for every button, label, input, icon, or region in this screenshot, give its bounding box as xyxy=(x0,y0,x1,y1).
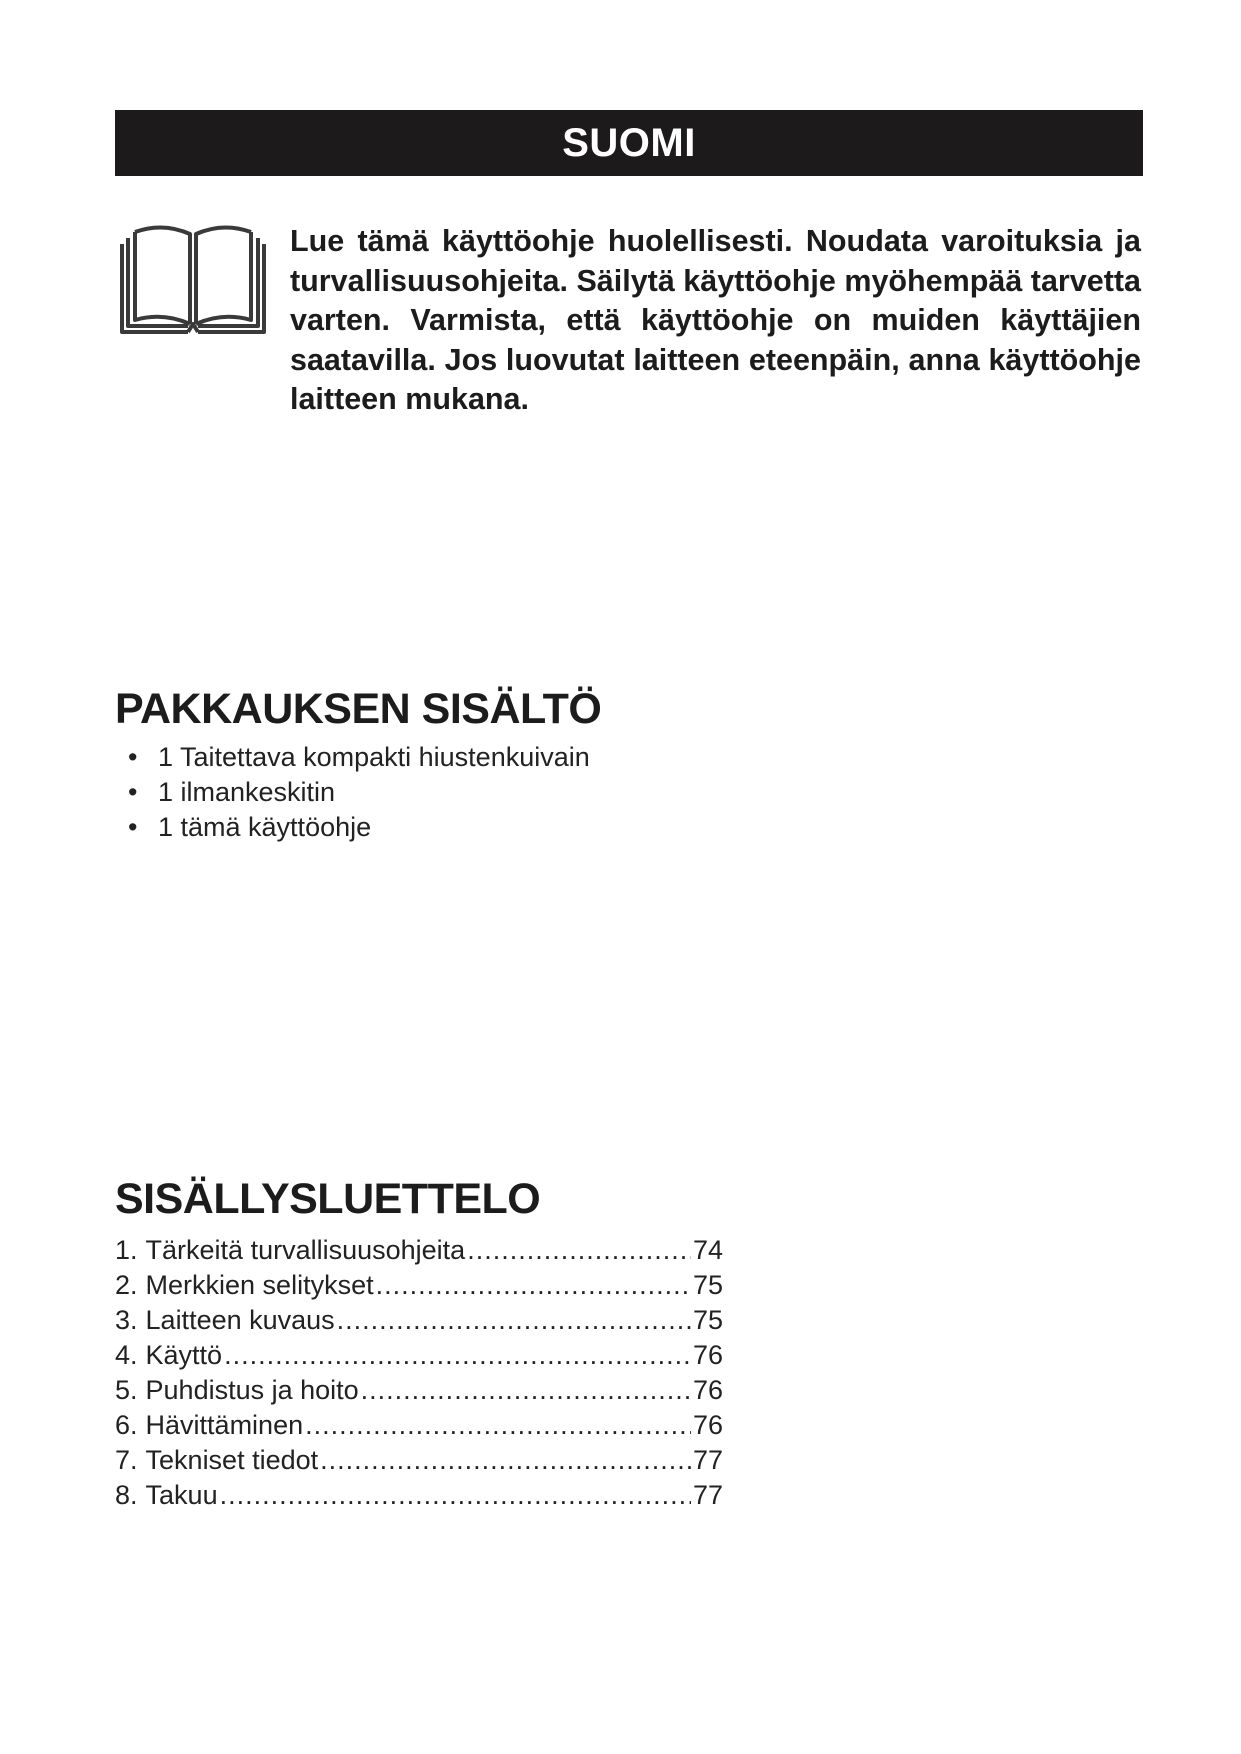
toc-leader xyxy=(467,1233,691,1268)
toc-leader xyxy=(320,1443,691,1478)
toc-number: 4. xyxy=(115,1340,138,1370)
toc-entry[interactable] xyxy=(115,1408,723,1443)
toc-page: 77 xyxy=(692,1445,723,1475)
toc-page: 76 xyxy=(692,1410,723,1440)
language-header xyxy=(115,110,1143,176)
toc-leader xyxy=(376,1268,691,1303)
toc-page: 75 xyxy=(692,1305,723,1335)
toc-leader xyxy=(220,1478,691,1513)
toc-entry[interactable] xyxy=(115,1443,723,1478)
toc-entry[interactable] xyxy=(115,1268,723,1303)
toc-entry[interactable] xyxy=(115,1478,723,1513)
toc-label: Hävittäminen xyxy=(145,1410,304,1440)
language-label: SUOMI xyxy=(562,120,696,165)
toc-number: 2. xyxy=(115,1270,138,1300)
toc-label: Tärkeitä turvallisuusohjeita xyxy=(145,1235,466,1265)
toc-page: 75 xyxy=(692,1270,723,1300)
table-of-contents xyxy=(115,1233,723,1513)
toc-leader xyxy=(361,1373,691,1408)
intro-text: Lue tämä käyttöohje huolellisesti. Noudata varoituksia ja turvallisuusohjeita. Säilytä käyttöohje myöhempää tarvetta varten. Varmista, että käyttöohje on muiden käyttäjien saatavilla. Jos luovutat laitteen eteenpäin, anna käyttöohje laitteen mukana. xyxy=(290,224,1141,416)
toc-label: Puhdistus ja hoito xyxy=(145,1375,359,1405)
list-item: • 1 Taitettava kompakti hiustenkuivain xyxy=(128,740,590,775)
toc-title: SISÄLLYSLUETTELO xyxy=(115,1175,541,1223)
toc-label: Takuu xyxy=(145,1480,218,1510)
toc-label: Laitteen kuvaus xyxy=(145,1305,335,1335)
package-contents-title: PAKKAUKSEN SISÄLTÖ xyxy=(115,685,602,733)
toc-leader xyxy=(337,1303,691,1338)
toc-entry[interactable] xyxy=(115,1373,723,1408)
toc-number: 1. xyxy=(115,1235,138,1265)
toc-number: 5. xyxy=(115,1375,138,1405)
list-item: • 1 ilmankeskitin xyxy=(128,775,590,810)
toc-number: 3. xyxy=(115,1305,138,1335)
toc-number: 8. xyxy=(115,1480,138,1510)
toc-leader xyxy=(224,1338,691,1373)
toc-number: 7. xyxy=(115,1445,138,1475)
toc-page: 76 xyxy=(692,1375,723,1405)
toc-label: Käyttö xyxy=(145,1340,223,1370)
toc-number: 6. xyxy=(115,1410,138,1440)
toc-leader xyxy=(305,1408,691,1443)
toc-entry[interactable] xyxy=(115,1233,723,1268)
toc-page: 76 xyxy=(692,1340,723,1370)
package-contents-list xyxy=(128,740,590,845)
open-book-icon xyxy=(118,220,268,340)
toc-label: Tekniset tiedot xyxy=(145,1445,319,1475)
toc-entry[interactable] xyxy=(115,1338,723,1373)
toc-entry[interactable] xyxy=(115,1303,723,1338)
toc-page: 74 xyxy=(692,1235,723,1265)
toc-label: Merkkien selitykset xyxy=(145,1270,374,1300)
list-item: • 1 tämä käyttöohje xyxy=(128,810,590,845)
toc-page: 77 xyxy=(692,1480,723,1510)
